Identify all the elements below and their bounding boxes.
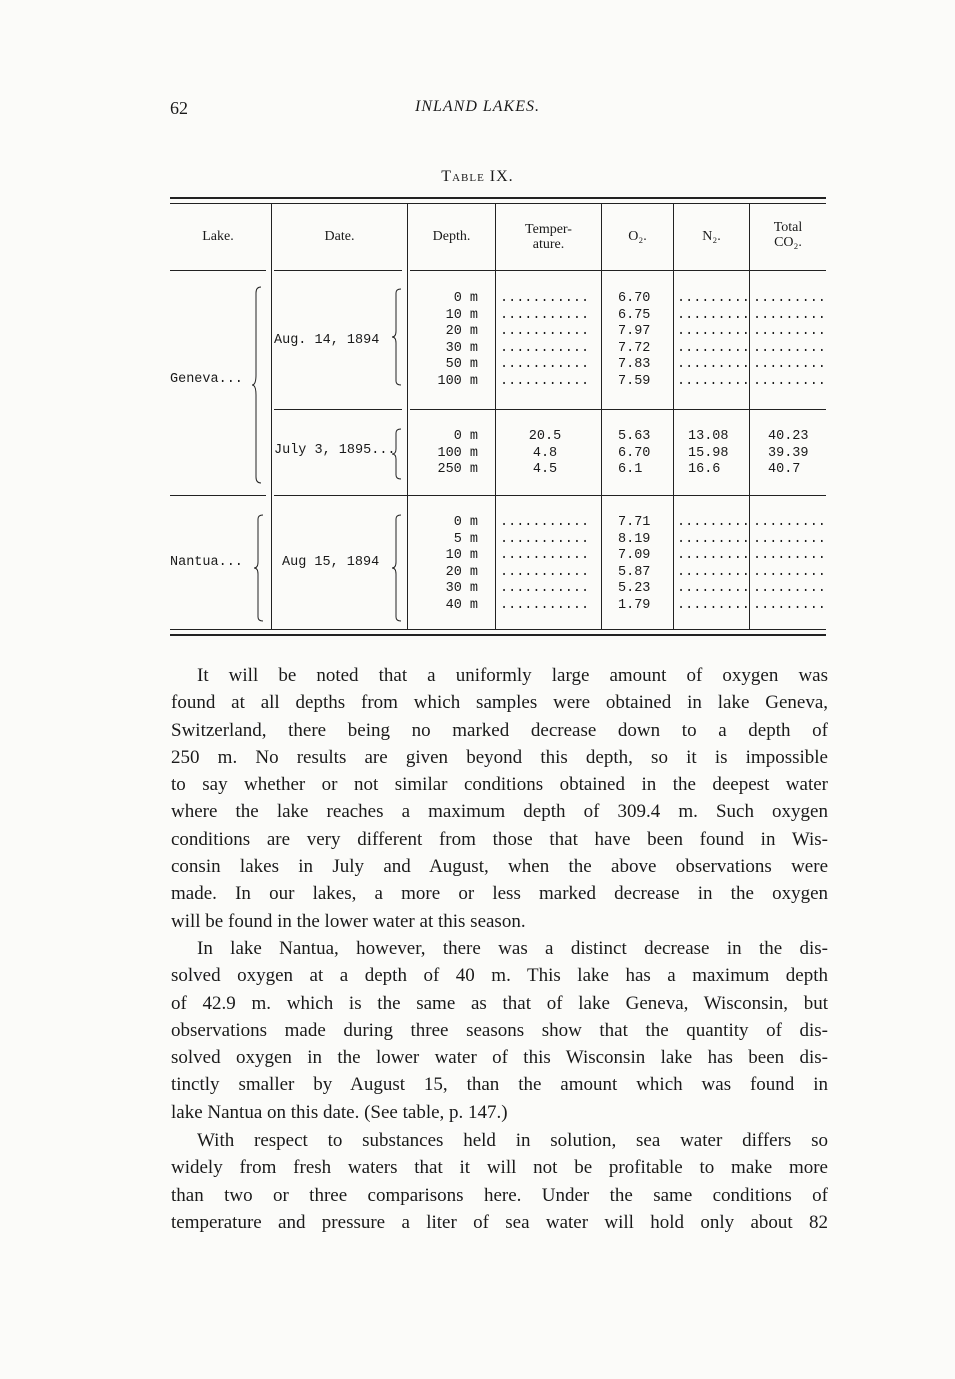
p2-line: solved oxygen in the lower water of this Wisconsin lake has been dis- (171, 1047, 828, 1069)
depths-group-1: 0 m 10 m 20 m 30 m 50 m 100 m (437, 291, 478, 389)
temp-leaders-1: ........... ........... ........... ........... ........... ........... (500, 291, 590, 389)
paragraph-2 (171, 935, 828, 1126)
paragraph-3 (171, 1127, 828, 1236)
col-header-total-2: CO₂. (774, 235, 802, 250)
date-aug-15-1894: Aug 15, 1894 (282, 555, 380, 570)
depths-group-3: 0 m 5 m 10 m 20 m 30 m 40 m (445, 515, 478, 613)
temp-leaders-3: ........... ........... ........... ........... ........... ........... (500, 515, 590, 613)
p1-line: made. In our lakes, a more or less marked decrease in the oxygen (171, 883, 828, 905)
col-header-o2: O₂. (628, 229, 647, 244)
p1-line: found at all depths from which samples were obtained in lake Geneva, (171, 692, 828, 714)
brace-date-3 (392, 513, 402, 623)
p2-line: tinctly smaller by August 15, than the amount which was found in (171, 1074, 828, 1096)
date-aug-14-1894: Aug. 14, 1894 (274, 333, 380, 348)
p2-line: lake Nantua on this date. (See table, p. 147.) (171, 1101, 508, 1123)
paragraph-1 (171, 662, 828, 935)
p1-line: Switzerland, there being no marked decrease down to a depth of (171, 719, 828, 741)
brace-date-2 (392, 427, 402, 481)
o2-group-1: 6.70 6.75 7.97 7.72 7.83 7.59 (618, 291, 651, 389)
co2-leaders-1: ......... ......... ......... ......... ......... ......... (753, 291, 826, 389)
co2-group-2: 40.23 39.39 40.7 (768, 429, 809, 477)
brace-date-1 (392, 287, 402, 387)
p1-line: where the lake reaches a maximum depth of 309.4 m. Such oxygen (171, 801, 828, 823)
col-header-n2: N₂. (702, 229, 721, 244)
p1-line: It will be noted that a uniformly large amount of oxygen was (197, 665, 828, 686)
lake-geneva: Geneva... (170, 372, 243, 387)
col-header-temperature-2: ature. (532, 237, 565, 252)
col-header-total-1: Total (773, 220, 803, 235)
n2-group-2: 13.08 15.98 16.6 (688, 429, 729, 477)
o2-group-3: 7.71 8.19 7.09 5.87 5.23 1.79 (618, 515, 651, 613)
brace-geneva (252, 285, 262, 485)
p3-line: temperature and pressure a liter of sea water will hold only about 82 (171, 1211, 828, 1233)
n2-leaders-1: ......... ......... ......... ......... ......... ......... (677, 291, 750, 389)
data-table (170, 197, 826, 637)
brace-nantua (254, 513, 264, 623)
col-header-depth: Depth. (432, 229, 471, 244)
col-header-date: Date. (324, 229, 355, 244)
p3-line: With respect to substances held in solution, sea water differs so (197, 1130, 828, 1151)
date-july-3-1895: July 3, 1895... (274, 443, 396, 458)
lake-nantua: Nantua... (170, 555, 243, 570)
o2-group-2: 5.63 6.70 6.1 (618, 429, 651, 477)
depths-group-2: 0 m 100 m 250 m (437, 429, 478, 477)
p3-line: widely from fresh waters that it will not be profitable to make more (171, 1157, 828, 1179)
page-number: 62 (170, 98, 188, 118)
col-header-lake: Lake. (202, 229, 234, 244)
running-title: INLAND LAKES. (414, 98, 540, 115)
p2-line: observations made during three seasons show that the quantity of dis- (171, 1019, 828, 1041)
temps-group-2: 20.5 4.8 4.5 (528, 429, 562, 477)
p1-line: 250 m. No results are given beyond this depth, so it is impossible (171, 746, 828, 768)
co2-leaders-3: ......... ......... ......... ......... ......... ......... (753, 515, 826, 613)
p2-line: of 42.9 m. which is the same as that of lake Geneva, Wisconsin, but (171, 992, 828, 1014)
p1-line: will be found in the lower water at this season. (171, 910, 526, 932)
n2-leaders-3: ......... ......... ......... ......... ......... ......... (677, 515, 750, 613)
p2-line: In lake Nantua, however, there was a distinct decrease in the dis- (197, 938, 828, 959)
p3-line: than two or three comparisons here. Under the same conditions of (171, 1184, 828, 1206)
p1-line: consin lakes in July and August, when the above observations were (171, 856, 828, 878)
p1-line: to say whether or not similar conditions obtained in the deepest water (171, 774, 828, 796)
table-title: Table IX. (441, 168, 514, 185)
p2-line: solved oxygen at a depth of 40 m. This lake has a maximum depth (171, 965, 828, 987)
p1-line: conditions are very different from those that have been found in Wis- (171, 828, 828, 850)
col-header-temperature-1: Temper- (525, 222, 572, 237)
